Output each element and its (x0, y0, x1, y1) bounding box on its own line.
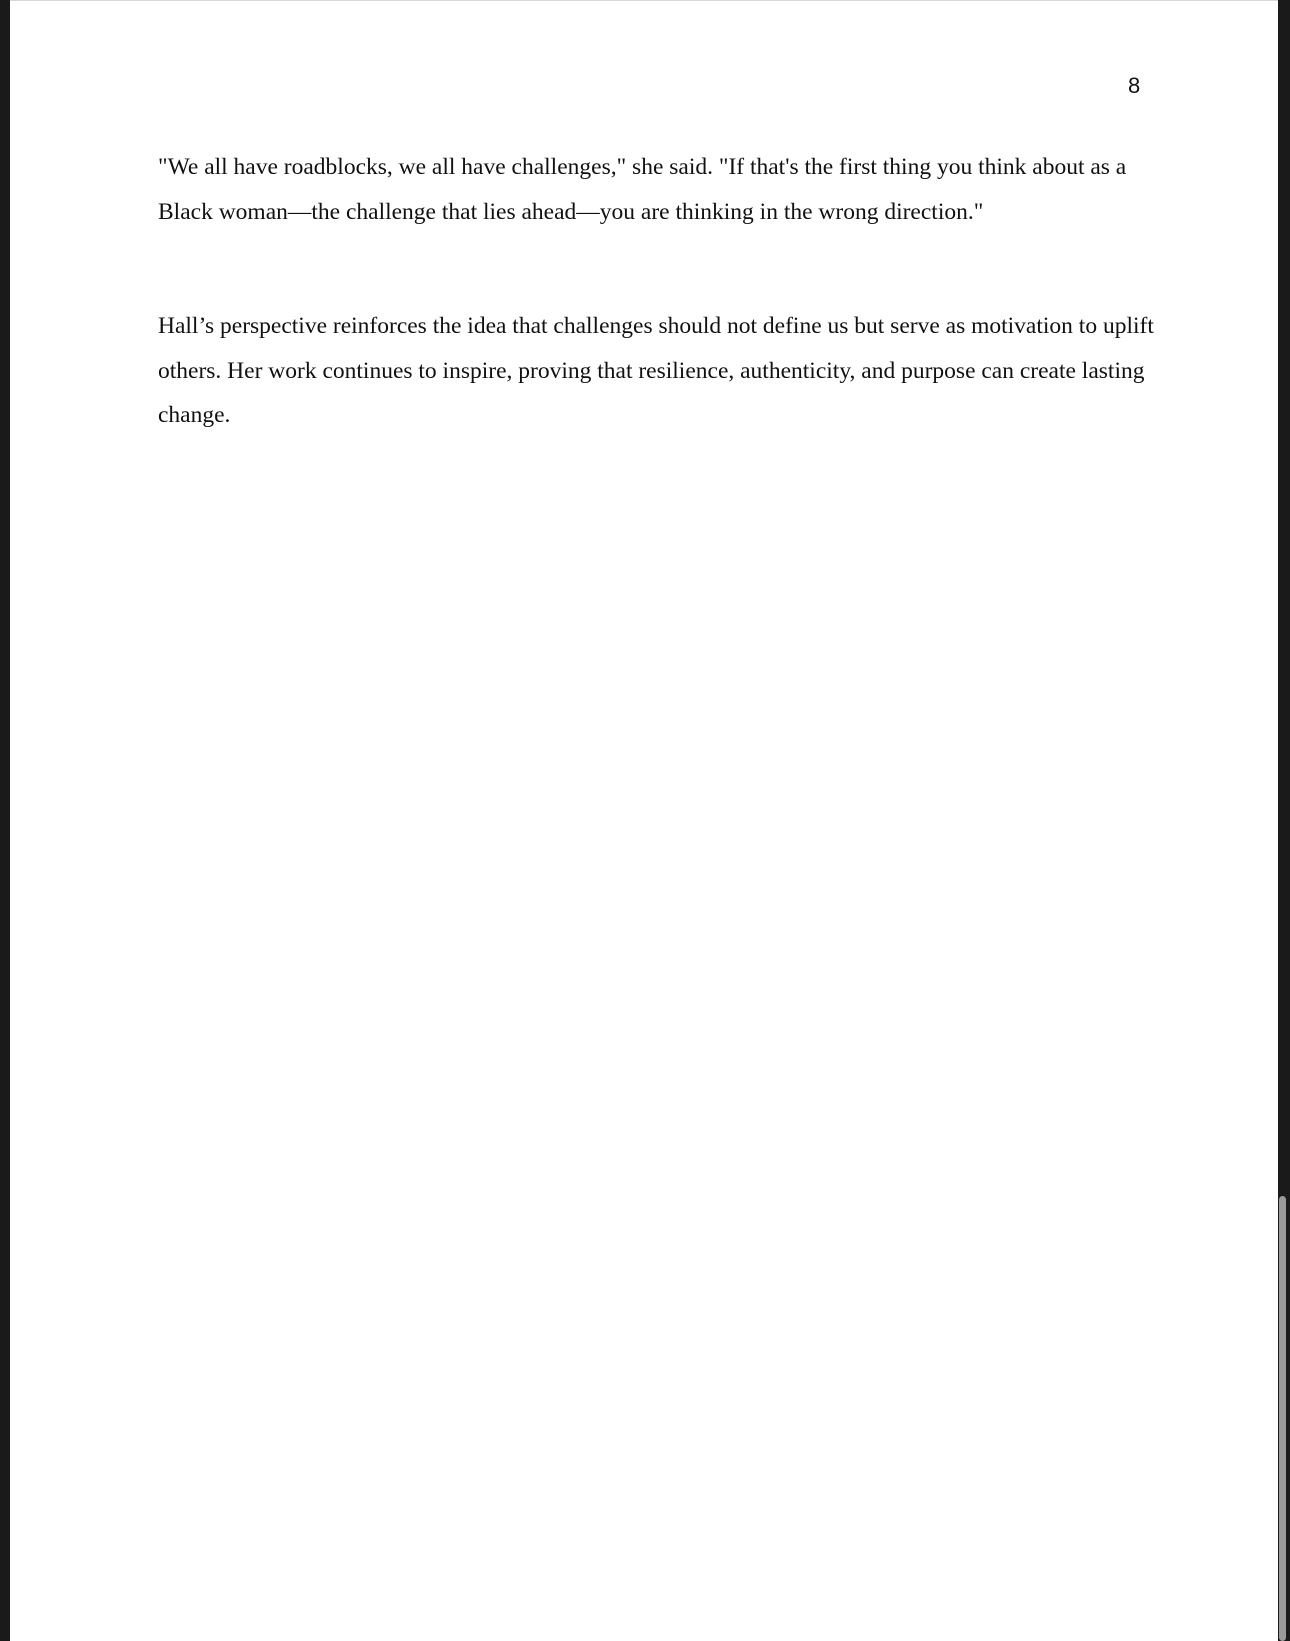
scrollbar-thumb[interactable] (1279, 1196, 1286, 1641)
paragraph-quote: "We all have roadblocks, we all have challenges," she said. "If that's the first thing you think about as a Black woman—the challenge that lies ahead—you are thinking in the wrong direction." (158, 154, 1127, 225)
document-page (10, 0, 1278, 1641)
page-number: 8 (1128, 73, 1141, 98)
paragraph-conclusion: Hall’s perspective reinforces the idea that challenges should not define us but serve as motivation to uplift others. Her work continues to inspire, proving that resilience, authenticity, and purpose can create lasting change. (158, 313, 1154, 428)
vertical-scrollbar[interactable] (1278, 0, 1288, 1641)
